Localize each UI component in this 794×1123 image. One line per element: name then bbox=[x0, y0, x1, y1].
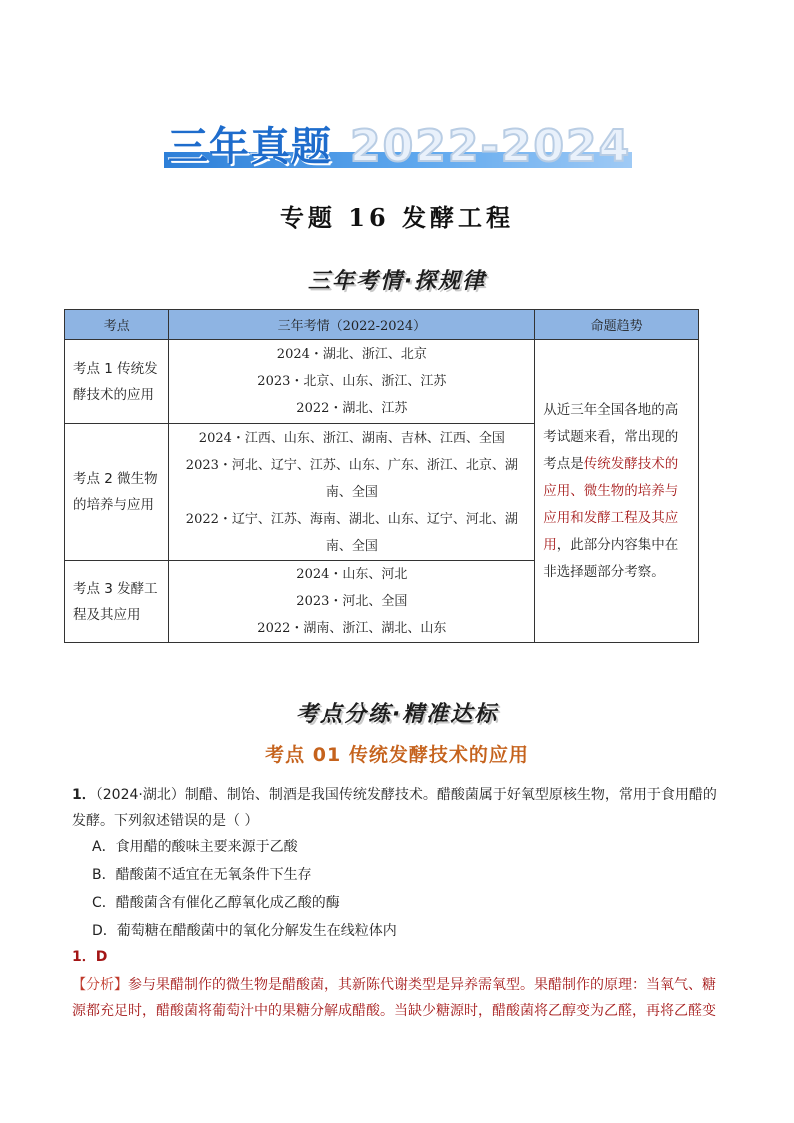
analysis-text: 参与果醋制作的微生物是醋酸菌，其新陈代谢类型是异养需氧型。果醋制作的原理：当氧气、糖源都充足时，醋酸菌将葡萄汁中的果糖分解成醋酸。当缺少糖源时，醋酸菌将乙醇变为乙醛，再将乙醛变 bbox=[72, 977, 716, 1019]
kaodian-cell: 考点 1 传统发酵技术的应用 bbox=[65, 340, 169, 424]
document-title: 专题 16 发酵工程 bbox=[279, 203, 515, 232]
kaoqing-line: 2024・江西、山东、浙江、湖南、吉林、江西、全国 bbox=[198, 430, 505, 446]
kaoqing-line: 2022・湖南、浙江、湖北、山东 bbox=[257, 621, 447, 636]
kaoqing-cell bbox=[169, 340, 535, 424]
table-row bbox=[65, 340, 699, 424]
kaodian-cell: 考点 2 微生物的培养与应用 bbox=[65, 424, 169, 561]
answer: 1．D bbox=[72, 949, 108, 965]
kaoqing-cell bbox=[169, 424, 535, 561]
kaoqing-cell bbox=[169, 561, 535, 643]
analysis bbox=[72, 972, 728, 1024]
question-text: 制醋、制饴、制酒是我国传统发酵技术。醋酸菌属于好氧型原核生物，常用于食用醋的发酵。下列叙述错误的是（ ） bbox=[72, 787, 717, 829]
option-a: A．食用醋的酸味主要来源于乙酸 bbox=[92, 839, 298, 855]
trend-text-2: ，此部分内容集中在非选择题部分考察。 bbox=[543, 536, 679, 580]
option-b: B．醋酸菌不适宜在无氧条件下生存 bbox=[92, 867, 312, 883]
header-trend: 命题趋势 bbox=[535, 310, 699, 340]
kaoqing-line: 2022・辽宁、江苏、海南、湖北、山东、辽宁、河北、湖南、全国 bbox=[185, 511, 518, 554]
header-kaoqing: 三年考情（2022-2024） bbox=[169, 310, 535, 340]
kaodian-title: 考点 01 传统发酵技术的应用 bbox=[265, 744, 529, 766]
kaoqing-line: 2024・湖北、浙江、北京 bbox=[276, 347, 427, 362]
question-stem bbox=[72, 782, 728, 834]
analysis-tag: 【分析】 bbox=[72, 977, 128, 993]
trend-highlight: 传统发酵技术的应用、微生物的培养与应用和发酵工程及其应用 bbox=[543, 455, 679, 553]
header-kaodian: 考点 bbox=[65, 310, 169, 340]
kaoqing-line: 2024・山东、河北 bbox=[296, 567, 408, 582]
kaoqing-line: 2023・河北、全国 bbox=[296, 594, 408, 609]
banner-years: 2022-2024 bbox=[350, 121, 632, 172]
trend-cell bbox=[535, 340, 699, 643]
kaoqing-line: 2023・北京、山东、浙江、江苏 bbox=[257, 374, 447, 389]
kaodian-cell: 考点 3 发酵工程及其应用 bbox=[65, 561, 169, 643]
section-heading-trends: 三年考情·探规律 bbox=[307, 269, 487, 294]
question-number: 1． bbox=[72, 787, 96, 803]
kaoqing-line: 2022・湖北、江苏 bbox=[296, 401, 408, 416]
trend-text-1: 从近三年全国各地的高考试题来看，常出现的考点是 bbox=[543, 401, 679, 472]
section-heading-practice: 考点分练·精准达标 bbox=[295, 702, 499, 727]
header-banner bbox=[160, 122, 636, 172]
kaoqing-line: 2023・河北、辽宁、江苏、山东、广东、浙江、北京、湖南、全国 bbox=[185, 457, 518, 500]
option-d: D．葡萄糖在醋酸菌中的氧化分解发生在线粒体内 bbox=[92, 923, 397, 939]
question-source: （2024·湖北） bbox=[95, 787, 185, 803]
option-c: C．醋酸菌含有催化乙醇氧化成乙酸的酶 bbox=[92, 895, 340, 911]
table-header-row bbox=[65, 310, 699, 340]
banner-title: 三年真题 bbox=[168, 124, 332, 170]
exam-analysis-table bbox=[64, 309, 699, 643]
